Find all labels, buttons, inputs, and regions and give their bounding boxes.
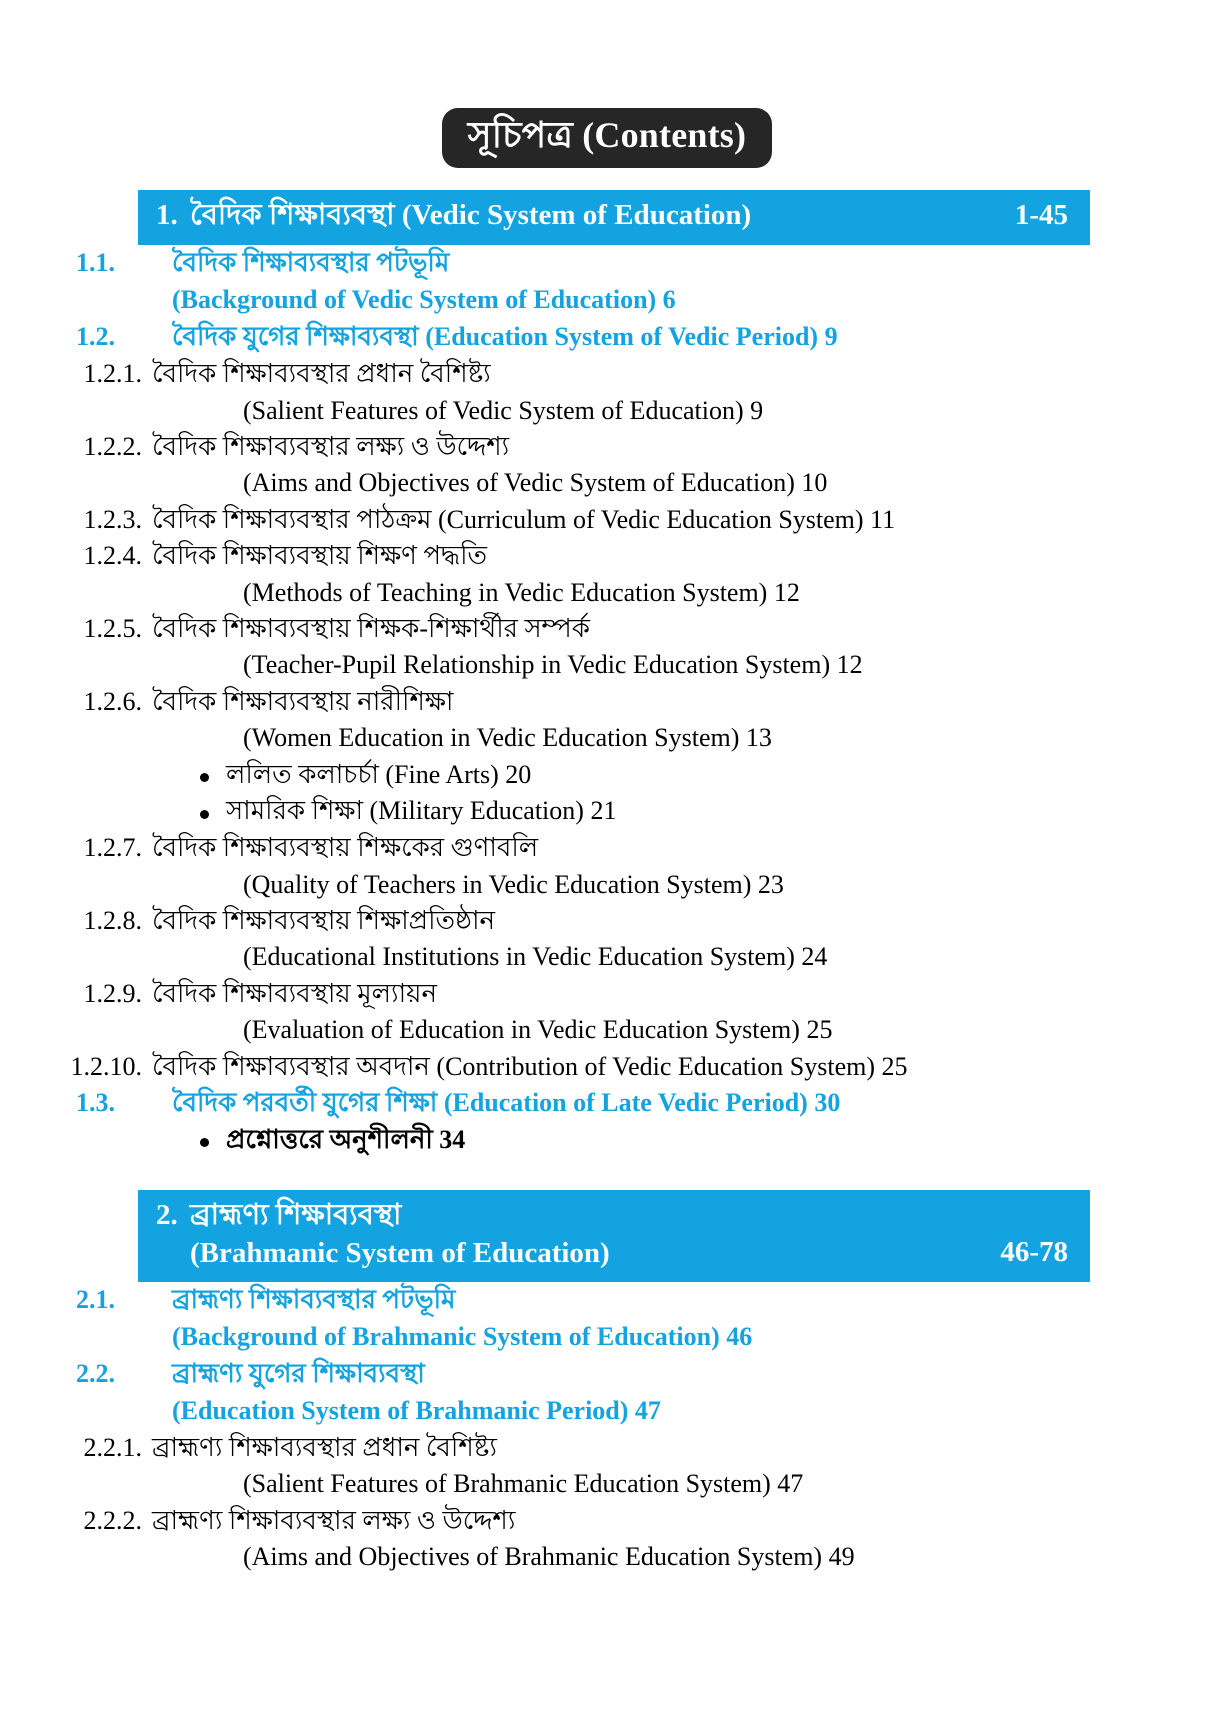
section-1-2-9-title-bn: বৈদিক শিক্ষাব্যবস্থায় মূল্যায়ন <box>152 978 437 1008</box>
section-1-2-8-title-bn: বৈদিক শিক্ষাব্যবস্থায় শিক্ষাপ্রতিষ্ঠান <box>152 906 496 936</box>
section-1-2-title: বৈদিক যুগের শিক্ষাব্যবস্থা (Education System of Vedic Period) 9 <box>172 322 838 352</box>
section-1-2-8-number: 1.2.8. <box>83 906 142 936</box>
section-1-1-title-en: (Background of Vedic System of Education) 6 <box>172 285 676 315</box>
section-1-2-7-title-en: (Quality of Teachers in Vedic Education System) 23 <box>243 869 784 899</box>
section-1-2-10-title: বৈদিক শিক্ষাব্যবস্থার অবদান (Contribution of Vedic Education System) 25 <box>152 1051 908 1081</box>
section-1-2-5[interactable] <box>0 611 1214 647</box>
list-item-military-education[interactable] <box>0 793 1214 830</box>
section-1-2-3-title: বৈদিক শিক্ষাব্যবস্থার পাঠক্রম (Curriculum of Vedic Education System) 11 <box>152 504 896 534</box>
chapter-2-title-bn: ব্রাহ্মণ্য শিক্ষাব্যবস্থা <box>190 1198 402 1231</box>
section-1-2-6-title-bn: বৈদিক শিক্ষাব্যবস্থায় নারীশিক্ষা <box>152 686 454 716</box>
page-title-container <box>0 0 1214 168</box>
section-1-2-1-title-bn: বৈদিক শিক্ষাব্যবস্থার প্রধান বৈশিষ্ট্য <box>152 359 491 389</box>
section-1-2-4-title-bn: বৈদিক শিক্ষাব্যবস্থায় শিক্ষণ পদ্ধতি <box>152 541 488 571</box>
list-item-exercises[interactable] <box>0 1122 1214 1159</box>
list-item-military-education-label: সামরিক শিক্ষা (Military Education) 21 <box>226 796 617 826</box>
section-1-2-6-number: 1.2.6. <box>83 686 142 716</box>
section-2-1-title-bn: ব্রাহ্মণ্য শিক্ষাব্যবস্থার পটভূমি <box>172 1285 456 1315</box>
section-2-2-title-bn: ব্রাহ্মণ্য যুগের শিক্ষাব্যবস্থা <box>172 1359 425 1389</box>
section-2-2-2[interactable] <box>0 1503 1214 1539</box>
section-1-3[interactable] <box>0 1085 1214 1122</box>
section-2-1-title-en: (Background of Brahmanic System of Education) 46 <box>172 1322 753 1352</box>
section-1-2-4-title-en: (Methods of Teaching in Vedic Education System) 12 <box>243 577 800 607</box>
section-2-1[interactable] <box>0 1282 1214 1319</box>
section-1-2-10[interactable] <box>0 1049 1214 1085</box>
section-1-2-5-number: 1.2.5. <box>83 613 142 643</box>
chapter-2-title-line <box>156 1197 1000 1272</box>
section-2-2-2-title-bn: ব্রাহ্মণ্য শিক্ষাব্যবস্থার লক্ষ্য ও উদ্দেশ্য <box>152 1505 516 1535</box>
chapter-1-title-line <box>156 197 1015 235</box>
section-1-2-2-title-en: (Aims and Objectives of Vedic System of Education) 10 <box>243 468 828 498</box>
section-1-2-7-title-bn: বৈদিক শিক্ষাব্যবস্থায় শিক্ষকের গুণাবলি <box>152 833 539 863</box>
section-1-2-8-title-en: (Educational Institutions in Vedic Education System) 24 <box>243 942 828 972</box>
section-1-2-7[interactable] <box>0 830 1214 866</box>
section-1-2-5-title-bn: বৈদিক শিক্ষাব্যবস্থায় শিক্ষক-শিক্ষার্থীর সম্পর্ক <box>152 613 590 643</box>
section-1-3-number: 1.3. <box>76 1088 115 1118</box>
section-1-1-number: 1.1. <box>76 248 115 278</box>
section-2-2[interactable] <box>0 1356 1214 1393</box>
list-item-fine-arts-label: ললিত কলাচর্চা (Fine Arts) 20 <box>226 759 532 789</box>
section-1-2-3-number: 1.2.3. <box>83 504 142 534</box>
section-2-2-1-number: 2.2.1. <box>83 1432 142 1462</box>
section-1-2-2-title-bn: বৈদিক শিক্ষাব্যবস্থার লক্ষ্য ও উদ্দেশ্য <box>152 431 510 461</box>
chapter-2-page-range: 46-78 <box>1000 1235 1068 1268</box>
section-2-1-number: 2.1. <box>76 1285 115 1315</box>
section-2-2-number: 2.2. <box>76 1359 115 1389</box>
chapter-2-number: 2. <box>156 1198 178 1231</box>
section-1-2-9-title-en: (Evaluation of Education in Vedic Education System) 25 <box>243 1015 833 1045</box>
section-1-1[interactable] <box>0 245 1214 282</box>
section-1-2-7-number: 1.2.7. <box>83 833 142 863</box>
section-2-2-2-title-en: (Aims and Objectives of Brahmanic Education System) 49 <box>243 1542 855 1572</box>
section-1-2-4[interactable] <box>0 538 1214 574</box>
list-item-fine-arts[interactable] <box>0 757 1214 794</box>
section-1-2-9[interactable] <box>0 976 1214 1012</box>
bullet-dot-icon <box>200 1138 209 1147</box>
chapter-1-page-range: 1-45 <box>1014 198 1068 231</box>
section-1-2-3[interactable] <box>0 502 1214 538</box>
section-1-2-1-title-en: (Salient Features of Vedic System of Education) 9 <box>243 395 764 425</box>
section-1-2-9-number: 1.2.9. <box>83 978 142 1008</box>
chapter-1-title-bn: বৈদিক শিক্ষাব্যবস্থা <box>190 198 395 231</box>
section-1-2-2[interactable] <box>0 429 1214 465</box>
chapter-1-number: 1. <box>156 198 178 231</box>
chapter-1-title-en: (Vedic System of Education) <box>401 198 752 231</box>
section-2-2-1-title-en: (Salient Features of Brahmanic Education System) 47 <box>243 1469 804 1499</box>
section-1-2-1-number: 1.2.1. <box>83 359 142 389</box>
section-2-2-1-title-bn: ব্রাহ্মণ্য শিক্ষাব্যবস্থার প্রধান বৈশিষ্ট্য <box>152 1432 497 1462</box>
section-1-2-8[interactable] <box>0 903 1214 939</box>
section-1-2-6[interactable] <box>0 684 1214 720</box>
section-1-2-6-title-en: (Women Education in Vedic Education System) 13 <box>243 723 772 753</box>
bullet-dot-icon <box>200 773 209 782</box>
section-1-2-10-number: 1.2.10. <box>70 1051 142 1081</box>
chapter-2-title-en: (Brahmanic System of Education) <box>190 1236 610 1269</box>
section-1-2-5-title-en: (Teacher-Pupil Relationship in Vedic Education System) 12 <box>243 650 863 680</box>
page-title: সূচিপত্র (Contents) <box>442 108 772 168</box>
section-1-2[interactable] <box>0 319 1214 356</box>
list-item-exercises-label: প্রশ্নোত্তরে অনুশীলনী 34 <box>226 1124 466 1154</box>
section-1-2-number: 1.2. <box>76 322 115 352</box>
bullet-dot-icon <box>200 810 209 819</box>
section-2-2-1[interactable] <box>0 1430 1214 1466</box>
section-1-2-4-number: 1.2.4. <box>83 541 142 571</box>
section-1-2-1[interactable] <box>0 356 1214 392</box>
section-2-2-title-en: (Education System of Brahmanic Period) 47 <box>172 1395 661 1425</box>
chapter-2-banner[interactable] <box>138 1190 1090 1282</box>
chapter-1-banner[interactable] <box>138 190 1090 246</box>
section-1-2-2-number: 1.2.2. <box>83 431 142 461</box>
section-2-2-2-number: 2.2.2. <box>83 1505 142 1535</box>
section-1-1-title-bn: বৈদিক শিক্ষাব্যবস্থার পটভূমি <box>172 248 450 278</box>
section-1-3-title: বৈদিক পরবর্তী যুগের শিক্ষা (Education of Late Vedic Period) 30 <box>172 1088 841 1118</box>
